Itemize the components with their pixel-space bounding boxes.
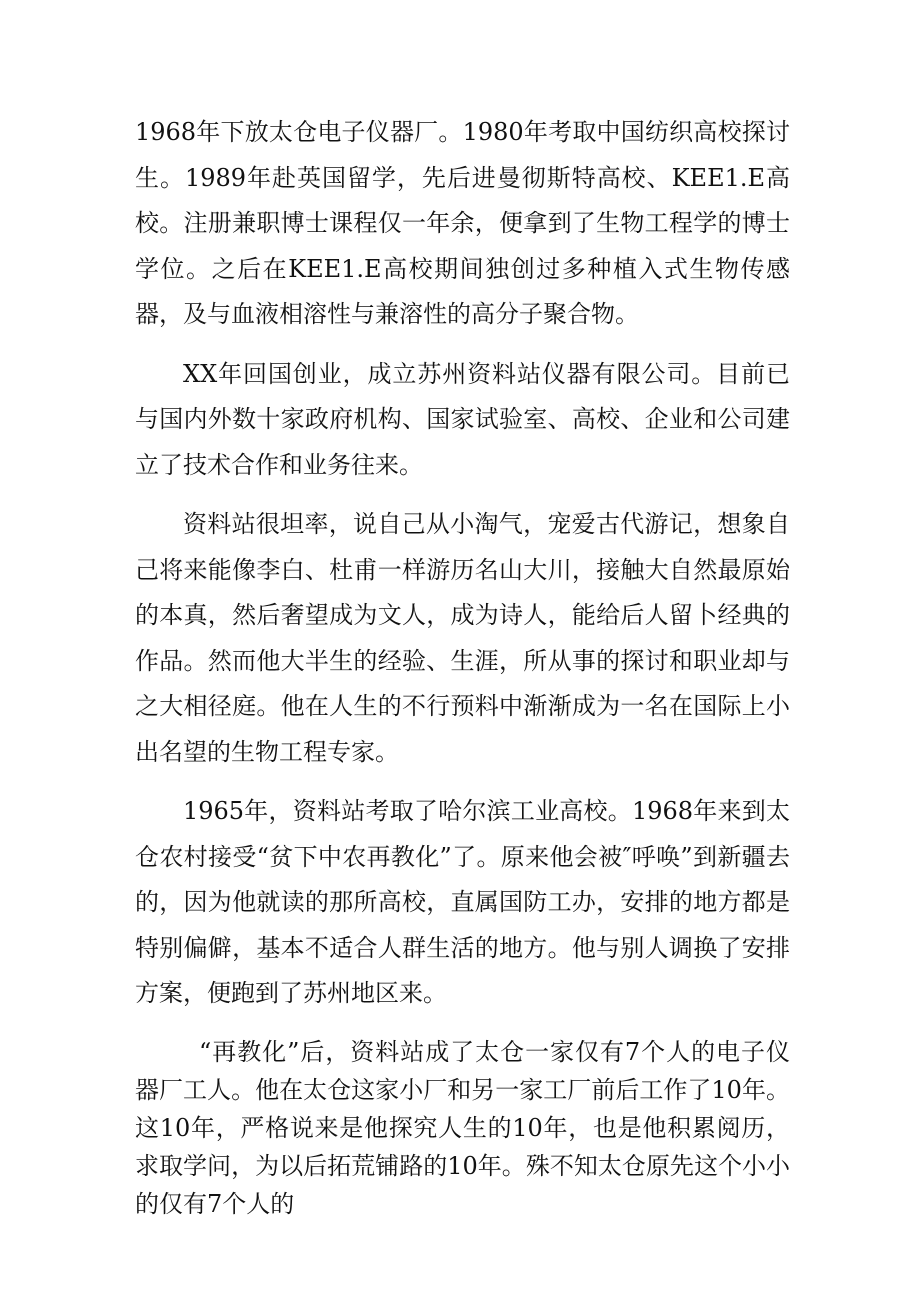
paragraph-3: 资料站很坦率，说自己从小淘气，宠爱古代游记，想象自己将来能像李白、杜甫一样游历名山大川，接触大自然最原始的本真，然后奢望成为文人，成为诗人，能给后人留卜经典的作品。然而他大半生的经验、生涯，所从事的探讨和职业却与之大相径庭。他在人生的不行预料中渐渐成为一名在国际上小出名望的生物工程专家。 (135, 510, 790, 766)
paragraph-4: 1965年，资料站考取了哈尔滨工业高校。1968年来到太仓农村接受“贫下中农再教化”了。原来他会被″呼唤”到新疆去的，因为他就读的那所高校，直属国防工办，安排的地方都是特别偏僻，基本不适合人群生活的地方。他与别人调换了安排方案，便跑到了苏州地区来。 (135, 797, 790, 1007)
paragraph-1: 1968年下放太仓电子仪器厂。1980年考取中国纺织高校探讨生。1989年赴英国留学，先后进曼彻斯特高校、KEE1.E高校。注册兼职博士课程仅一年余，便拿到了生物工程学的博士学位。之后在KEE1.E高校期间独创过多种植入式生物传感器，及与血液相溶性与兼溶性的高分子聚合物。 (135, 118, 790, 328)
document-body (135, 110, 790, 1237)
paragraph-5: “再教化”后，资料站成了太仓一家仅有7个人的电子仪器厂工人。他在太仓这家小厂和另一家工厂前后工作了10年。这10年，严格说来是他探究人生的10年，也是他积累阅历，求取学问，为以后拓荒铺路的10年。殊不知太仓原先这个小小的仅有7个人的 (135, 1037, 790, 1218)
paragraph-2: XX年回国创业，成立苏州资料站仪器有限公司。目前已与国内外数十家政府机构、国家试验室、高校、企业和公司建立了技术合作和业务往来。 (135, 359, 790, 479)
